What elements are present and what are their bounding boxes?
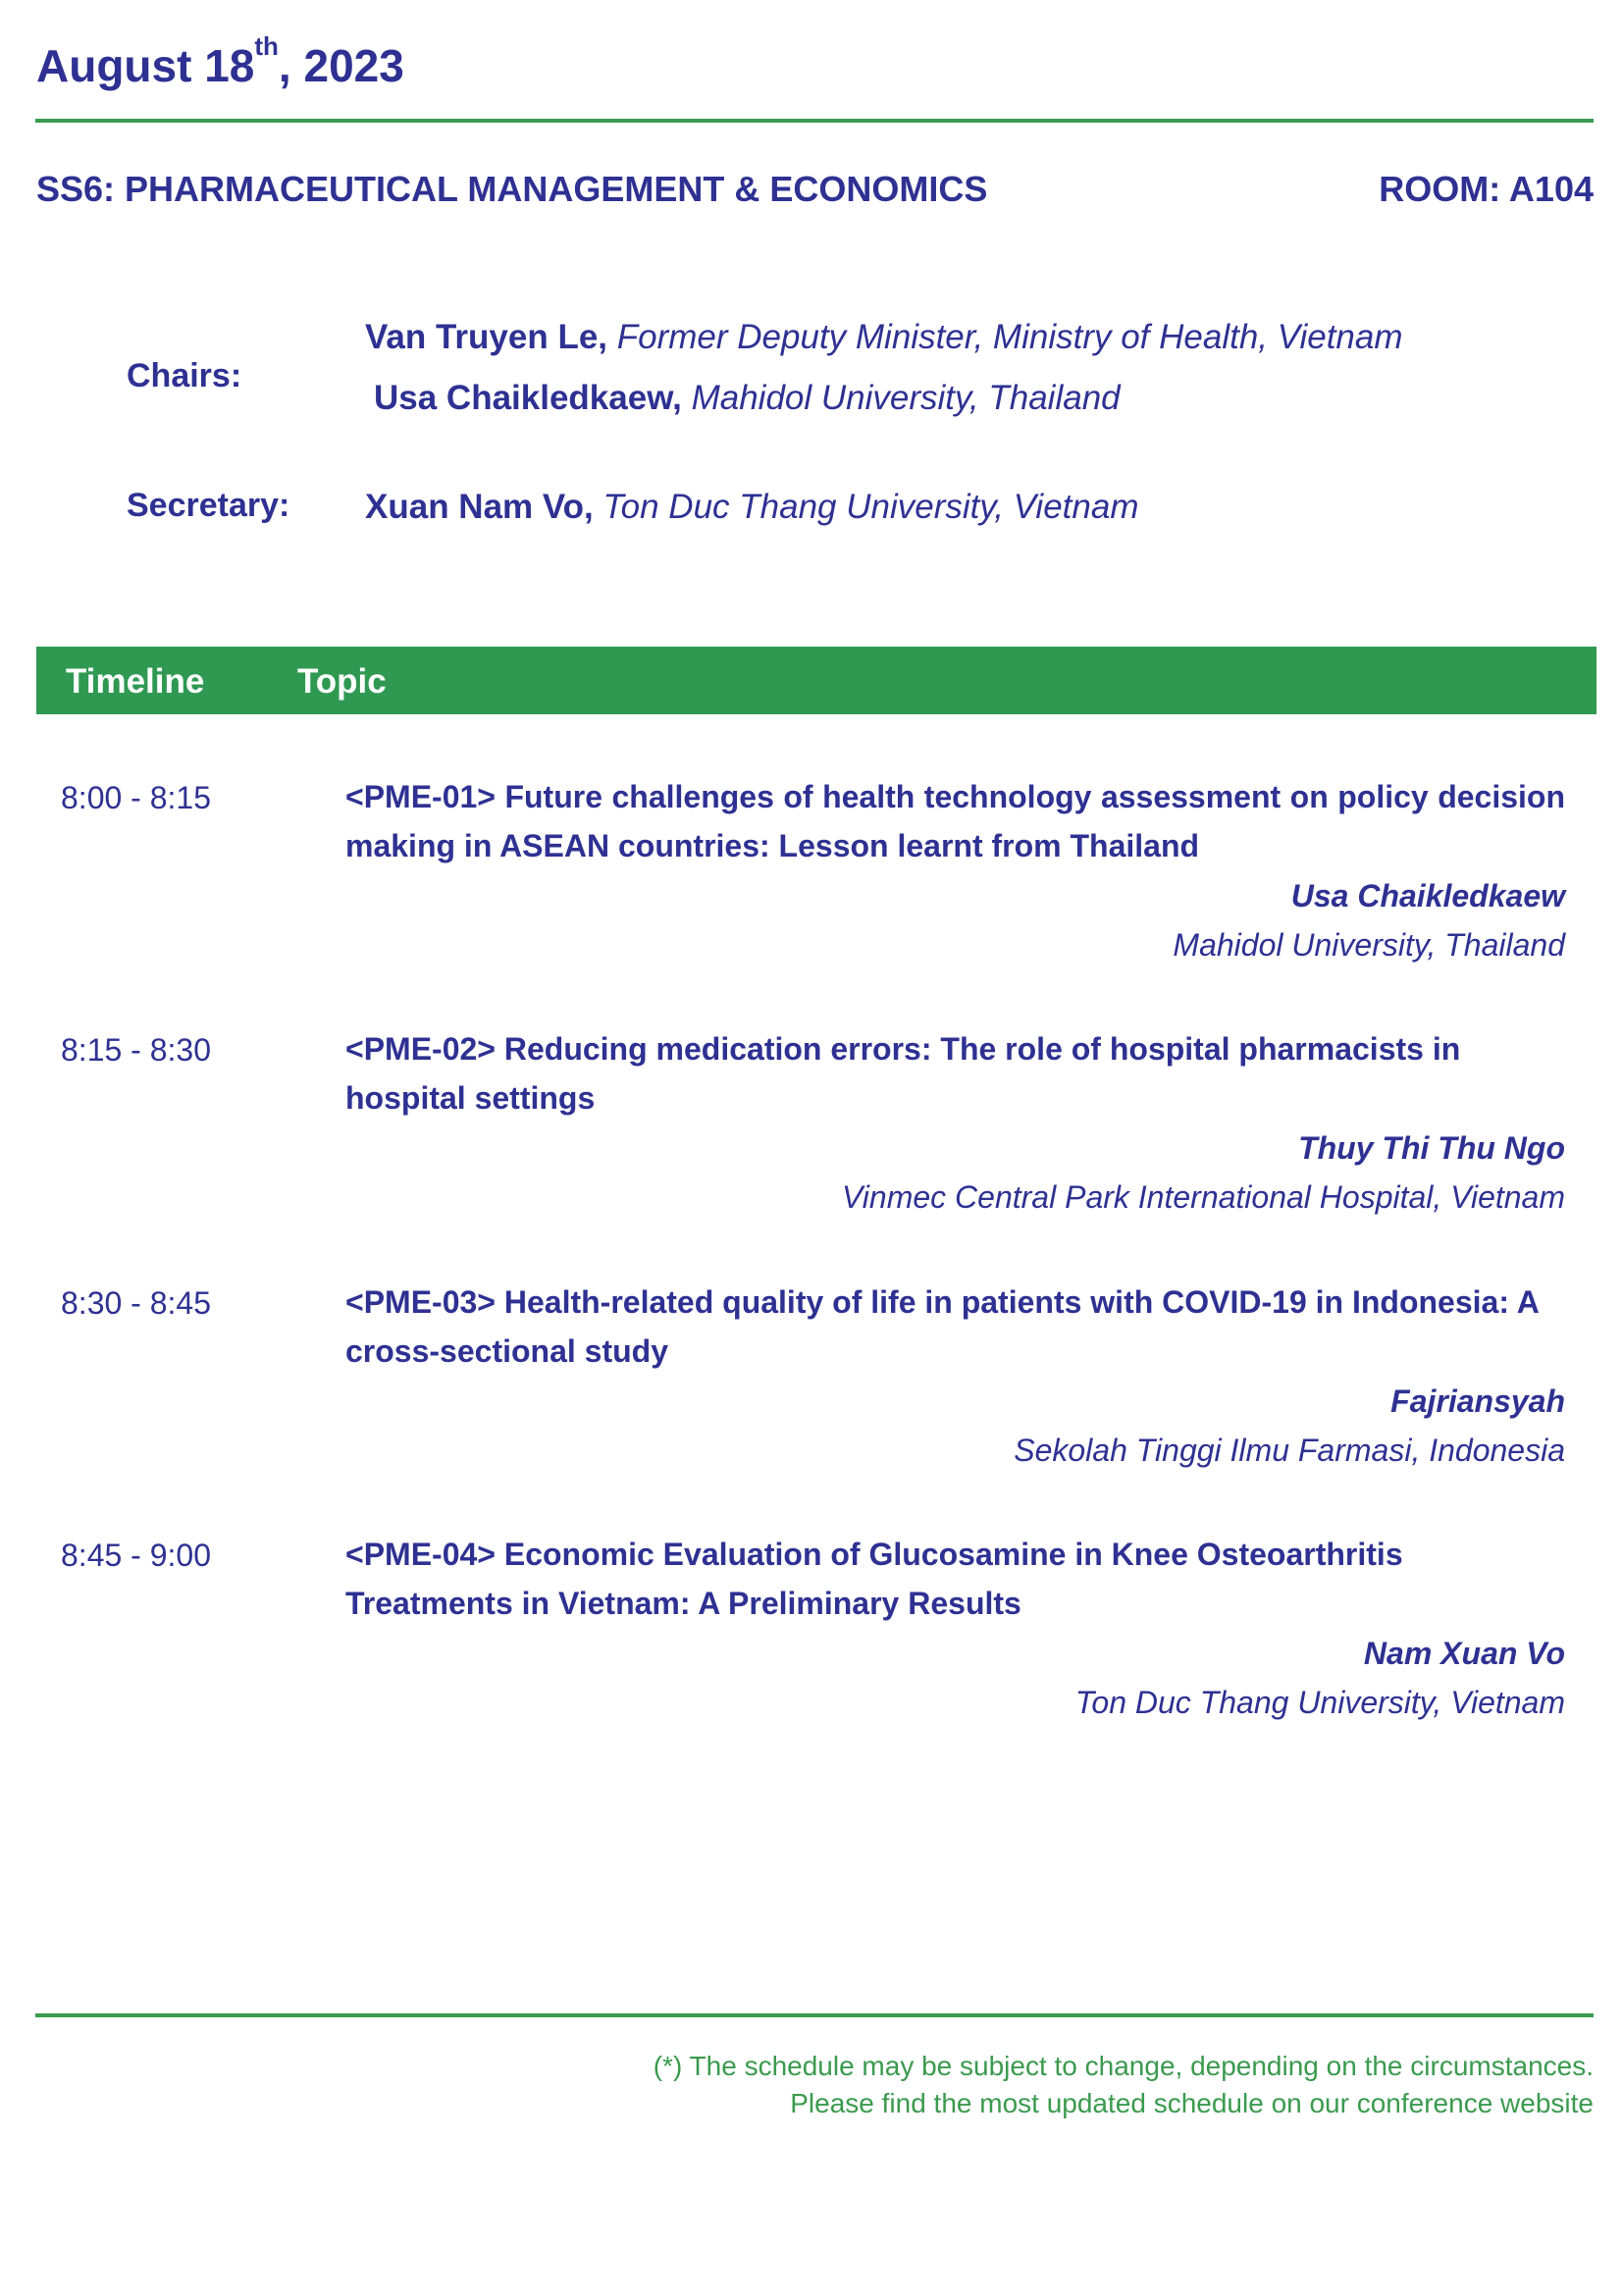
row-4-speaker: Nam Xuan Vo — [1363, 1636, 1565, 1671]
secretary-name: Xuan Nam Vo, — [365, 488, 594, 526]
session-title: SS6: PHARMACEUTICAL MANAGEMENT & ECONOMICS — [36, 169, 988, 209]
chairs-label: Chairs: — [127, 357, 242, 394]
header-timeline: Timeline — [66, 662, 205, 701]
row-3-time: 8:30 - 8:45 — [61, 1285, 211, 1321]
chair-2-name: Usa Chaikledkaew, — [374, 379, 682, 417]
row-1-topic: <PME-01> Future challenges of health technology assessment on policy decision making in ASEAN countries: Lesson learnt from Thailand — [345, 779, 1565, 863]
row-1-time: 8:00 - 8:15 — [61, 780, 211, 815]
row-1-speaker: Usa Chaikledkaew — [1290, 878, 1565, 913]
row-2-affiliation: Vinmec Central Park International Hospital, Vietnam — [842, 1179, 1565, 1215]
chair-2-affiliation: Mahidol University, Thailand — [691, 379, 1121, 417]
chair-1-affiliation: Former Deputy Minister, Ministry of Health, Vietnam — [616, 318, 1403, 356]
secretary — [365, 488, 1138, 527]
row-2-topic: <PME-02> Reducing medication errors: The role of hospital pharmacists in hospital settings — [345, 1031, 1461, 1116]
bottom-divider — [35, 2013, 1594, 2017]
row-3-topic: <PME-03> Health-related quality of life in patients with COVID-19 in Indonesia: A cross-sectional study — [345, 1284, 1539, 1369]
room-label: ROOM: A104 — [1379, 169, 1594, 209]
row-1-affiliation: Mahidol University, Thailand — [1173, 927, 1565, 963]
top-divider — [35, 119, 1594, 123]
row-4-topic: <PME-04> Economic Evaluation of Glucosamine in Knee Osteoarthritis Treatments in Vietnam: A Preliminary Results — [345, 1537, 1403, 1621]
row-3-affiliation: Sekolah Tinggi Ilmu Farmasi, Indonesia — [1014, 1433, 1565, 1468]
row-4-time: 8:45 - 9:00 — [61, 1538, 211, 1573]
date-year: , 2023 — [278, 40, 404, 91]
footer-note-line-1: (*) The schedule may be subject to change, depending on the circumstances. — [653, 2051, 1594, 2081]
page-date — [36, 31, 404, 92]
chair-2 — [374, 379, 1121, 418]
table-header — [36, 647, 1596, 714]
date-main: August 18 — [36, 40, 255, 91]
row-2-speaker: Thuy Thi Thu Ngo — [1298, 1130, 1565, 1166]
date-superscript: th — [254, 31, 279, 61]
secretary-affiliation: Ton Duc Thang University, Vietnam — [602, 488, 1139, 526]
row-4-affiliation: Ton Duc Thang University, Vietnam — [1074, 1685, 1565, 1720]
row-2-time: 8:15 - 8:30 — [61, 1032, 211, 1068]
header-topic: Topic — [297, 662, 387, 701]
footer-note-line-2: Please find the most updated schedule on our conference website — [790, 2088, 1594, 2118]
row-3-speaker: Fajriansyah — [1390, 1383, 1565, 1419]
secretary-label: Secretary: — [127, 487, 290, 524]
chair-1-name: Van Truyen Le, — [365, 318, 608, 356]
chair-1 — [365, 318, 1403, 357]
